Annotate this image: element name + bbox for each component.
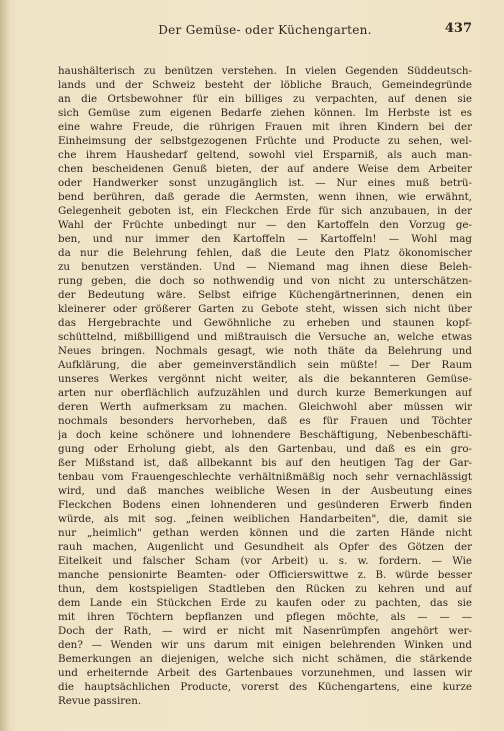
page-number: 437 (444, 21, 472, 36)
text-line: tenbau vom Frauengeschlechte verhältnißmäßig noch sehr vernachlässigt (58, 471, 472, 483)
text-line: Gelegenheit geboten ist, ein Fleckchen Erde für sich anzubauen, in der (58, 205, 472, 217)
page-header (58, 20, 472, 40)
text-line: der Bedeutung wäre. Selbst eifrige Küchengärtnerinnen, denen ein (58, 289, 472, 301)
text-line: Neues bringen. Nochmals gesagt, wie noth thäte da Belehrung und (58, 345, 472, 357)
text-line: unseres Werkes vergönnt nicht weiter, als die bekannteren Gemüse- (58, 373, 472, 385)
text-line: rung geben, die doch so nothwendig und von nicht zu unterschätzen- (58, 275, 472, 287)
text-line: eine wahre Freude, die rührigen Frauen mit ihren Kindern bei der (58, 121, 472, 133)
text-line: ja doch keine schönere und lohnendere Beschäftigung, Nebenbeschäfti- (58, 429, 472, 441)
text-line: Einheimsung der selbstgezogenen Früchte und Producte zu sehen, wel- (58, 135, 472, 147)
text-line: manche pensionirte Beamten- oder Officierswittwe z. B. würde besser (58, 569, 472, 581)
text-line: Eitelkeit und falscher Scham (vor Arbeit) u. s. w. fordern. — Wie (58, 555, 472, 567)
text-line: chen bescheidenen Genuß bieten, der auf andere Weise dem Arbeiter (58, 163, 472, 175)
text-line: ben, und nur immer den Kartoffeln — Kartoffeln! — Wohl mag (58, 233, 472, 245)
text-line: die hauptsächlichen Producte, vorerst des Küchengartens, eine kurze (58, 681, 472, 693)
text-line: und erheiternde Arbeit des Gartenbaues vorzunehmen, und lassen wir (58, 667, 472, 679)
text-line: da nur die Belehrung fehlen, daß die Leute den Platz ökonomischer (58, 247, 472, 259)
text-line: Wahl der Früchte unbedingt nur — den Kartoffeln den Vorzug ge- (58, 219, 472, 231)
body-text (58, 64, 472, 708)
text-line: dem Lande ein Stückchen Erde zu kaufen oder zu pachten, das sie (58, 597, 472, 609)
text-line: an die Ortsbewohner für ein billiges zu verpachten, auf denen sie (58, 93, 472, 105)
text-line: ßer Mißstand ist, daß allbekannt bis auf den heutigen Tag der Gar- (58, 457, 472, 469)
text-line: oder Handwerker sonst unzugänglich ist. — Nur eines muß betrü- (58, 177, 472, 189)
text-line: gung oder Erholung giebt, als den Gartenbau, und daß es ein gro- (58, 443, 472, 455)
text-line: che ihrem Haushedarf geltend, sowohl viel Ersparniß, als auch man- (58, 149, 472, 161)
text-line: thun, dem kostspieligen Stadtleben den Rücken zu kehren und auf (58, 583, 472, 595)
gutter-shadow (0, 0, 10, 731)
text-line: Bemerkungen an diejenigen, welche sich nicht schämen, die stärkende (58, 653, 472, 665)
text-line: Revue passiren. (58, 695, 142, 707)
text-line: bend berühren, daß gerade die Aermsten, wenn ihnen, wie erwähnt, (58, 191, 472, 203)
text-line: zu benutzen verständen. Und — Niemand mag ihnen diese Beleh- (58, 261, 472, 273)
running-head: Der Gemüse- oder Küchengarten. (158, 23, 372, 37)
text-line: das Hergebrachte und Gewöhnliche zu erheben und staunen kopf- (58, 317, 472, 329)
text-line: Aufklärung, die aber gemeinverständlich sein müßte! — Der Raum (58, 359, 472, 371)
text-line: lands und der Schweiz besteht der löbliche Brauch, Gemeindegründe (58, 79, 472, 91)
text-line: haushälterisch zu benützen verstehen. In vielen Gegenden Süddeutsch- (58, 65, 472, 77)
text-line: wird, und daß manches weibliche Wesen in der Ausbeutung eines (58, 485, 472, 497)
text-line: den? — Wenden wir uns darum mit einigen belehrenden Winken und (58, 639, 472, 651)
text-line: Doch der Rath, — wird er nicht mit Nasenrümpfen angehört wer- (58, 625, 472, 637)
text-line: kleinerer oder größerer Garten zu Gebote steht, wissen sich nicht über (58, 303, 472, 315)
text-line: nur „heimlich" gethan werden können und die zarten Hände nicht (58, 527, 472, 539)
text-line: arten nur oberflächlich aufzuzählen und durch kurze Bemerkungen auf (58, 387, 472, 399)
text-line: rauh machen, Augenlicht und Gesundheit als Opfer des Götzen der (58, 541, 472, 553)
text-line: schüttelnd, mißbilligend und mißtrauisch die Versuche an, welche etwas (58, 331, 472, 343)
text-line: würde, als mit sog. „feinen weiblichen Handarbeiten", die, damit sie (58, 513, 472, 525)
text-line: mit ihren Töchtern bepflanzen und pflegen möchte, als — — — (58, 611, 472, 623)
text-line: sich Gemüse zum eigenen Bedarfe ziehen können. Im Herbste ist es (58, 107, 472, 119)
text-line: deren Werth aufmerksam zu machen. Gleichwohl aber müssen wir (58, 401, 472, 413)
text-line: nochmals besonders hervorheben, daß es für Frauen und Töchter (58, 415, 472, 427)
text-line: Fleckchen Bodens einen lohnenderen und gesünderen Erwerb finden (58, 499, 472, 511)
